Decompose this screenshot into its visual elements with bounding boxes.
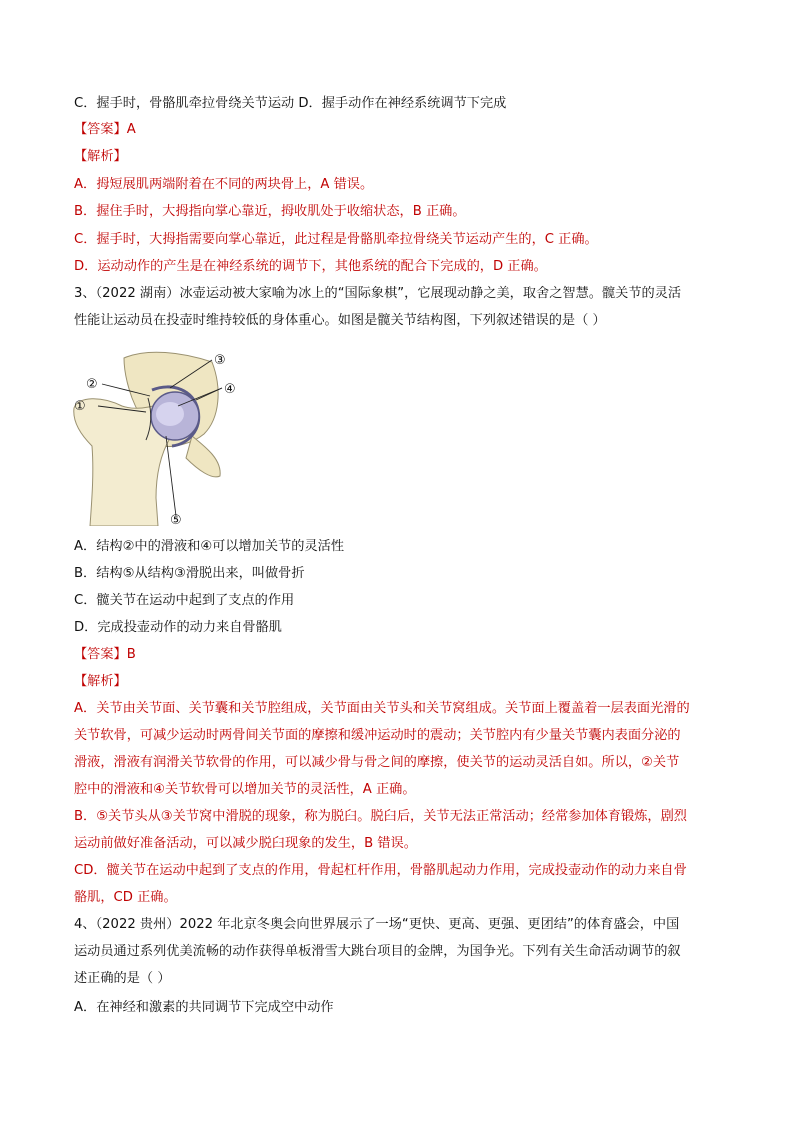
q3-analysis-cd-1: CD．髋关节在运动中起到了支点的作用，骨起杠杆作用，骨骼肌起动力作用，完成投壶动作的动力来自骨 — [74, 863, 687, 878]
q3-analysis-tag: 【解析】 — [74, 674, 127, 689]
q2-analysis-d: D．运动动作的产生是在神经系统的调节下，其他系统的配合下完成的，D 正确。 — [74, 259, 547, 274]
q3-analysis-b-1: B．⑤关节头从③关节窝中滑脱的现象，称为脱臼。脱臼后，关节无法正常活动；经常参加体育锻炼，剧烈 — [74, 809, 687, 824]
q3-option-c: C．髋关节在运动中起到了支点的作用 — [74, 593, 295, 608]
q3-analysis-a-2: 关节软骨，可减少运动时两骨间关节面的摩擦和缓冲运动时的震动；关节腔内有少量关节囊内表面分泌的 — [74, 728, 681, 743]
q2-analysis-a: A．拇短展肌两端附着在不同的两块骨上，A 错误。 — [74, 177, 374, 192]
q3-answer — [74, 645, 136, 665]
q3-stem-line2: 性能让运动员在投壶时维持较低的身体重心。如图是髋关节结构图，下列叙述错误的是（ ） — [74, 313, 606, 328]
answer-tag: 【答案】 — [74, 647, 127, 662]
q3-analysis-a-1: A．关节由关节面、关节囊和关节腔组成，关节面由关节头和关节窝组成。关节面上覆盖着一层表面光滑的 — [74, 701, 690, 716]
label-3: ③ — [214, 353, 226, 368]
q3-analysis-a-4: 腔中的滑液和④关节软骨可以增加关节的灵活性，A 正确。 — [74, 782, 416, 797]
q2-analysis-tag: 【解析】 — [74, 149, 127, 164]
answer-value: B — [126, 647, 136, 662]
answer-tag: 【答案】 — [74, 122, 127, 137]
q4-option-a: A．在神经和激素的共同调节下完成空中动作 — [74, 1000, 334, 1015]
q3-analysis-a-3: 滑液，滑液有润滑关节软骨的作用，可以减少骨与骨之间的摩擦，使关节的运动灵活自如。所以，②关节 — [74, 755, 680, 770]
q2-analysis-c: C．握手时，大拇指需要向掌心靠近，此过程是骨骼肌牵拉骨绕关节运动产生的，C 正确。 — [74, 232, 598, 247]
label-2: ② — [86, 377, 98, 392]
q4-stem-line3: 述正确的是（ ） — [74, 971, 171, 986]
label-4: ④ — [224, 382, 236, 397]
answer-value: A — [126, 122, 136, 137]
q4-stem-line1: 4、（2022 贵州）2022 年北京冬奥会向世界展示了一场“更快、更高、更强、更团结”的体育盛会，中国 — [74, 917, 680, 932]
q3-option-b: B．结构⑤从结构③滑脱出来，叫做骨折 — [74, 566, 305, 581]
q3-analysis-cd-2: 骼肌，CD 正确。 — [74, 890, 177, 905]
label-1: ① — [74, 399, 86, 414]
label-5: ⑤ — [170, 513, 182, 526]
q4-stem-line2: 运动员通过系列优美流畅的动作获得单板滑雪大跳台项目的金牌，为国争光。下列有关生命活动调节的叙 — [74, 944, 681, 959]
q2-answer — [74, 120, 136, 140]
hip-joint-figure — [72, 348, 244, 526]
q3-stem-line1: 3、（2022 湖南）冰壶运动被大家喻为冰上的“国际象棋”，它展现动静之美，取舍之智慧。髋关节的灵活 — [74, 286, 682, 301]
q2-options-cd: C．握手时，骨骼肌牵拉骨绕关节运动 D．握手动作在神经系统调节下完成 — [74, 96, 507, 111]
q3-option-a: A．结构②中的滑液和④可以增加关节的灵活性 — [74, 539, 345, 554]
q2-analysis-b: B．握住手时，大拇指向掌心靠近，拇收肌处于收缩状态，B 正确。 — [74, 204, 466, 219]
q3-analysis-b-2: 运动前做好准备活动，可以减少脱臼现象的发生，B 错误。 — [74, 836, 417, 851]
q3-option-d: D．完成投壶动作的动力来自骨骼肌 — [74, 620, 282, 635]
